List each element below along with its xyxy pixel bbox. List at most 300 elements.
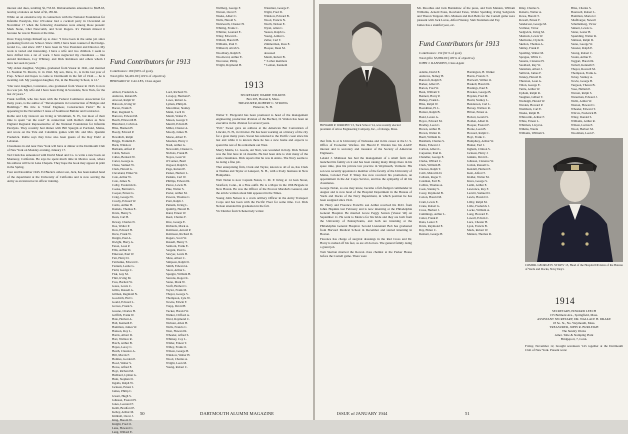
contributor-name: Henderson, Carl L. [467, 102, 491, 107]
contributor-name: Reed, Charles F. [166, 215, 187, 220]
contributor-name: Pierce, Lewis H. [166, 183, 187, 188]
contributor-name: Kelley, Arthur M. [112, 409, 134, 414]
contributor-name: Ward, Raymond C. [166, 316, 190, 321]
contributor-name: Lovejoy, Herman F. [166, 94, 191, 99]
contributor-name: Heath, Clarence A. [112, 349, 136, 353]
contributor-name: * 3 other members [264, 58, 288, 63]
contributor-name: Bancroft, Ralph E. [419, 78, 443, 83]
contributor-name: Bean, William T. [419, 90, 441, 95]
contributor-name: Hatch, Arthur B. [112, 340, 133, 345]
contributor-name: Turgeon, Theron B. [571, 82, 596, 87]
class-notes-column [417, 6, 515, 29]
contributor-name: Leavitt, Samuel D. [467, 191, 491, 196]
contributor-name: Taylor, Frank M. [166, 288, 187, 293]
contributor-name: Shaw, Albert C. [166, 255, 186, 260]
contributor-name: Crane, Robert G. [419, 203, 441, 208]
contributor-name: Perkins, Carl W. [166, 174, 187, 179]
contributor-name: Drew, Frank W. [112, 231, 132, 236]
contributor-name: Stone, Mark W. [166, 280, 186, 285]
contributor-name: Woodbury, Ralph E. [216, 50, 242, 55]
contributor-name: Daniels, Thomas E. [112, 207, 137, 212]
contributor-name: Hunt, Stephen D. [112, 377, 134, 382]
contributor-name: Briggs, Franklin E. [112, 138, 136, 143]
contributor-name: Young, Robert C. [166, 365, 188, 370]
contributor-name: Humphrey, Arthur W. [467, 138, 494, 143]
contributor-name: Mann, Cecil D. [166, 110, 186, 115]
class-secretary-address: Box 205, Boston 6, Mass. [246, 97, 280, 101]
contributor-name: Quimby, Harold B. [166, 207, 190, 212]
contributor-name: Hood, Walter S. [112, 361, 132, 366]
contributor-name: Rogers, Scott W. [166, 235, 187, 240]
contributor-name: Lord, Richard W. [166, 90, 188, 94]
page-number: 51 [465, 411, 470, 416]
paragraph: Walt Nolan is now Captain Nolan, C. M. P. living at 14 Jean Street, Stratford, Conn., in a Fine outfit. He is a Major in the 18th Brigade in New Haven. He was the Officer of the Provost Marshal's General, and the article written about him appeared in the Times. [216, 178, 308, 195]
contributor-name: Stone, George W. [571, 42, 593, 47]
contributor-name: Hooper, Everett F. [467, 122, 490, 127]
contributor-name: Flint, Irving M. [112, 276, 132, 281]
contributor-name: Barker, Albert E. [419, 82, 441, 87]
contributor-name: Winslow, Edward B. [264, 14, 290, 19]
contributor-name: Locke, William A. [467, 207, 490, 212]
contributor-name: Nash, Arthur G. [166, 142, 186, 147]
contributor-name: Dana, Lester F. [419, 219, 438, 224]
contributor-name: Tarbell, Kenneth F. [571, 62, 595, 67]
paragraph: Merry Moitle, Lt. Goode, Art Nutt, was wounded in Italy. Dick Nelson was the first here in 14 months. He had been able to visit many of the same classmates. Dick reports that he was in Anzio. The Navy seems to be doing a fine job. [216, 147, 308, 164]
contributor-name: Morse, Albert E. [166, 134, 187, 139]
contributor-name: Collins, Thomas A. [419, 183, 444, 188]
contributor-name: Zimmerman, Ross E. [264, 42, 291, 47]
contributor-name: Williams, Paul T. [216, 42, 238, 47]
portrait-photo-warden [319, 4, 411, 122]
paragraph: Young John Nelson is a crack artillery Officer in the Army Transport Corps and has been with the Pacific Fleet for some time. Col. Dick Nelson attended his graduation in the fall. [216, 195, 308, 208]
paragraph: Classmates in and near New York will have at dinner at the Dartmouth Club of New York on Monday evening, January 17. [7, 143, 105, 152]
contributor-name: Colby, Frederick K. [112, 183, 137, 188]
contributor-name: Keith, Bradford E. [112, 405, 136, 410]
contributor-name: Weeks, Albert C. [216, 14, 238, 19]
contributor-name: Young, Arthur L. [264, 34, 286, 39]
paragraph: "P.D." Sweet gave an address at the American Bar Convention of Lincoln, N. H., in October. He has been working on a history of the city for a great many years. Sweet has returned to the Pacific coast since his last and while it is known there he has a new home and expects to spend the rest of his retirement out West. [216, 126, 308, 147]
contributor-name: Ingham, Clinton S. [467, 146, 491, 151]
contributor-name: Dewey, Charles N. [112, 219, 136, 224]
contributor-name: Cleveland, Elmer W. [112, 170, 138, 175]
contributor-name: Kendall, Herbert E. [467, 167, 492, 172]
contributor-name: Russell, Henry T. [166, 239, 188, 244]
class-secretary-address: 155 Belmont Ave., Springfield, Mass. [549, 313, 599, 317]
contributor-name: Jackson, Harry J. [467, 150, 489, 155]
contributor-name: Dean, Carl B. [112, 215, 130, 220]
paragraph: that firm. Is at Is University of Nebraska and in his career at the U. S. Office of Economic Warfare. On Harold P. Warden has his AAUP interest and is secretary and treasurer of the Society of American Engineers. [320, 139, 412, 156]
left-page [0, 0, 313, 434]
contributor-name: Vose, Hallam P. [571, 86, 591, 91]
contributor-name: Tobey, Stanley A. [571, 74, 593, 79]
contributor-name: Bliss, Charles S. [571, 6, 592, 10]
contributor-name: Dow, Edward H. [112, 227, 133, 232]
contributor-name: Greene, Charles H. [112, 308, 136, 313]
contributor-name: Hunter, Earl J. [467, 142, 485, 147]
contributor-name: Hayden, Fred M. [467, 94, 489, 99]
contributor-name: Gates, Lewis C. [112, 284, 132, 289]
contributor-name: Wentworth, Chester H. [216, 22, 245, 27]
contributor-list [166, 90, 214, 369]
contributor-name: Cutter, Frank P. [419, 215, 439, 220]
contributor-name: Durgin, Paul A. [112, 235, 132, 240]
contributor-name: Tenney, Harold D. [519, 74, 542, 79]
contributor-name: Clark, Harold G. [112, 166, 133, 171]
contributor-name: Hill, Morris F. [112, 353, 130, 358]
contributor-name: Manion, Thomas R. [467, 231, 492, 236]
class-notes-column [216, 113, 308, 214]
paragraph: "My oldest daughter, Virginia, graduated from Vassar in 1941, and married Lt. Norman W. Morris, Jr. in 1942. My son, Dave, Jr., is in his last year of Prep. School and hopes to come to Dartmouth in the fall of 1944 — he is awaiting call. My youngest daughter, Pat, in the Brearley School, is 12." [7, 66, 105, 83]
contributor-name: Buell, William K. [419, 134, 441, 139]
contributor-name: Sanderson, George M. [519, 22, 547, 27]
contributor-name: Boardman, H. L. [419, 106, 440, 111]
contributor-name: James, Philip C. [112, 389, 133, 394]
contributor-name: Whittier, Leonard E. [216, 30, 242, 35]
contributor-name: Hoyt, Frank C. [467, 134, 486, 139]
left-text-column [7, 6, 105, 184]
contributor-name: Bennett, Harry P. [419, 94, 441, 99]
contributor-name: Pratt, Ralph J. [166, 199, 184, 204]
paragraph: Dave Trapp brings himself up to date: "I have been in the same job since graduating from Law School. Since 1928, I have been counsel of the Dodge-Grand Co., and since 1937 I have been its Vice President and Director. My work is varied and interesting. I have a wife and two children. I seem to have drifted into a rut of work. I have neglected my classmates — like Arnold Robinson, Coy Whitney, and Dick Robinson and others whom I have not seen in years." [7, 36, 105, 65]
paragraph: Four and December 1943. Ed Bucks's oldest son, Jack, has been named head of the department at the University of California and is now serving the Army as an instructor in officer training. [7, 170, 105, 183]
contributor-name: Moulton, Harry J. [166, 138, 189, 143]
contributor-name: Robinson, Arnold P. [166, 227, 191, 232]
contributor-name: Thayer, Roswell M. [571, 66, 596, 71]
contributor-name: Chase, Samuel W. [112, 162, 135, 167]
contributor-name: Long, Howard E. [467, 211, 489, 216]
contributor-name: deceased [264, 50, 276, 55]
contributor-name: Wiley, Edward L. [216, 34, 238, 39]
contributor-name: Howard, Ralph C. [467, 130, 490, 135]
contributor-name: Fairbanks, Edward C. [112, 259, 139, 264]
contributor-name: Boutwell, Robert L. [571, 10, 596, 15]
contributor-name: Nichols, Frank H. [166, 150, 189, 155]
fund-class-agent: BERNARD W. CALLES, Class Agent [110, 79, 161, 83]
paragraph: Mr. Moorhus and Jack Burtnshaw of the press, and Tom Manion, William Williams, Arnold Estes, Rowland Estes, Walter Spalding, Irving Sedgwick and Theron Turgeon. Mrs. Munson and Rob Belts for the Cornell game were pleasant with Jack Lucas, Alfred Wesley, Stub Stutzman and Fay. [417, 6, 515, 23]
contributor-name: Jewett, Hugh S. [112, 393, 132, 398]
contributor-name: West, Howard R. [166, 328, 188, 333]
contributor-name: Blanchard, Calvin A. [112, 122, 139, 127]
contributor-name: Worcester, Philip [216, 58, 238, 63]
contributor-name: Simpson, Ralph D. [166, 259, 190, 264]
contributor-name: Bacon, Frank E. [112, 106, 133, 111]
treasurer-address-line: Bridgeport, 7, Conn. [560, 337, 588, 341]
paragraph: James has a stuntful year, etc. [417, 23, 455, 28]
contributor-name: Abbott, Frederick A. [112, 90, 138, 94]
contributor-name: Cotton, Harold M. [419, 195, 442, 200]
contributor-name: Gibbs, Russell A. [112, 288, 134, 293]
contributor-name: Cabin, Nelson [112, 150, 130, 155]
contributor-name: Stutzman, Albert J. [519, 66, 543, 71]
contributor-name: Calles, Bernard W. [112, 154, 136, 159]
contributor-name: Woodward, Arthur E. [216, 54, 243, 59]
contributor-name: Tucker, Harold W. [166, 308, 189, 313]
contributor-name: Carlton, Albert L. [419, 146, 441, 151]
class-secretary: SECRETARY, WARDE WILKINS [240, 93, 286, 97]
contributor-name: Mason, George T. [166, 118, 189, 123]
contributor-name: Goodrich, Hal C. [112, 296, 134, 301]
contributor-name: Wilcox, Frederick H. [571, 111, 598, 116]
contributor-name: Hanson, Roy L. [112, 328, 132, 333]
contributor-name: Gilman, Reginald N. [112, 292, 138, 297]
contributor-name: Walker, Clifford A. [166, 312, 190, 317]
contributor-name: Harrington, H. Walker [467, 70, 495, 74]
contributor-name: Taggart, Harold R. [571, 58, 595, 63]
contributor-name: Snow, Arthur L. [166, 268, 186, 273]
contributor-name: Curtis, Arthur H. [112, 203, 133, 208]
contributor-name: Andrews, Sidney H. [419, 74, 445, 79]
contributor-name: Boody, Edward P. [112, 130, 135, 135]
contributor-name: Jordan, Russell G. [467, 163, 490, 168]
contributor-name: Slater, Lester H. [571, 30, 592, 35]
contributor-name: Stearns, Clarence H. [519, 58, 545, 63]
contributor-name: Fair, Harry D. [112, 255, 130, 260]
contributor-name: Wight, Fred D. [264, 10, 283, 15]
contributor-name: Trapp, David H. [166, 304, 187, 309]
contributor-name: Howe, Alfred E. [112, 365, 133, 370]
class-notes-column [525, 344, 623, 353]
contributor-name: Heald, Stanley L. [467, 98, 489, 103]
contributor-name: Lang, Willard E. [112, 429, 133, 434]
contributor-name: Skelton, Thomas A. [519, 42, 544, 47]
contributor-name: Tuttle, Arthur W. [519, 86, 541, 91]
contributor-list [571, 6, 625, 136]
assistant-secretary-address: 18 So. St., No. Weymouth, Mass. [552, 321, 596, 325]
contributor-name: Spurgin, William H. [166, 272, 192, 277]
contributor-name: Hastings, Paul E. [467, 86, 489, 91]
contributor-name: Streeter, Ralph E. [571, 46, 593, 51]
right-page [315, 0, 628, 420]
contributor-name: Sinnett, Lewis G. [571, 26, 593, 31]
contributor-name: Jones, Leonard F. [112, 401, 134, 406]
contributor-name: Yeaton, Ralph G. [264, 30, 286, 35]
contributor-name: Babcock, Irving W. [112, 102, 137, 107]
photo-caption: COMDR. GEORGE H. STILES '13, Head of the Hospital Division of the Bureau of Yards and Docks, Navy Dep't. [525, 263, 623, 271]
contributor-name: Sprague, Willis C. [519, 54, 542, 59]
contributor-name: Waterman, Edward J. [571, 95, 598, 100]
paragraph: "Our next daughter, Constance, also graduated from Vassar in 1943. Is now in a war job. My wife and I have been living in Scarsdale, New York, for the last 22 years." [7, 83, 105, 96]
contributor-name: Williams, William S. [519, 131, 545, 136]
contributor-name: Cole, Arthur W. [112, 174, 132, 179]
contributor-name: Foss, Bartlett W. [112, 280, 133, 285]
contributor-name: Thayer, George S. [166, 292, 189, 297]
assistant-secretary: ASSISTANT SECRETARY, DR. WALLACE H. DRAKE [537, 317, 611, 321]
contributor-name: Barton, Fred W. [419, 86, 439, 91]
contributor-name: Cross, Herbert J. [419, 207, 440, 212]
contributor-name: Harris, Albert D. [112, 332, 133, 337]
contributor-name: Lyman, Philip R. [166, 102, 188, 107]
contributor-name: Wright, Raymond H. [216, 62, 242, 67]
contributor-name: Wiley, Donald S. [571, 115, 593, 120]
contributor-name: Marsh, Robert B. [264, 54, 286, 59]
contributor-name: Rice, George E. [166, 219, 186, 224]
contributor-name: O'Connor, Basil [166, 158, 186, 163]
contributor-name: Farnum, Leslie G. [112, 264, 135, 269]
class-year-heading: 1914 [555, 296, 575, 306]
contributor-name: Libby, Ralph M. [467, 199, 488, 204]
class-treasurer-address: Hanover, N. H. [253, 105, 273, 109]
contributor-name: Upham, Ralph R. [519, 90, 541, 95]
contributor-name: Wallberg, George F. [216, 6, 241, 10]
contributor-name: White, Ernest L. [519, 119, 540, 124]
contributor-name: Warren, Ralph S. [571, 90, 593, 95]
contributor-name: Lamb, Arthur E. [467, 183, 488, 188]
contributor-name: Witherell, Alvah S. [216, 46, 240, 51]
treasurer-address-line: Amer. Tube & Stamping Plant [554, 333, 594, 337]
portrait-image [319, 4, 411, 122]
contributor-name: Burbank, Alfred P. [112, 146, 136, 151]
contributor-name: Wright, Leon M. [166, 361, 187, 366]
contributor-name: Osgood, Ralph S. [166, 162, 188, 167]
contributor-name: Burns, Edward J. [419, 142, 441, 147]
contributor-name: Holden, Albert R. [467, 118, 489, 123]
contributor-name: Hawkes, George B. [467, 90, 492, 95]
contributor-name: Atwood, Ralph W. [112, 98, 136, 103]
treasurer-address-line: The Sundry Works [562, 329, 586, 333]
contributor-name: Lyon, Francis B. [467, 223, 488, 228]
contributor-name: Webster, Allen H. [166, 320, 188, 325]
contributor-name: Doe, Walter P. [112, 223, 130, 228]
contributor-name: Clarke, Willard C. [419, 159, 442, 164]
contributor-name: Pike, Walter S. [166, 187, 185, 192]
contributor-name: King, Harold W. [112, 417, 133, 422]
contributor-name: Vaughan, Gilbert T. [519, 95, 544, 100]
contributor-name: Strong, Robert C. [571, 50, 593, 55]
fund-class-agent: JOHN J. RANSDEN, Class Agent [419, 61, 465, 65]
fund-contributors-title: Fund Contributors for 1913 [419, 40, 500, 48]
paragraph: George Nolan, as one may know, became a full-fledged commander in August and is now head of the Hospital Department in the Bureau of Yards and Docks of the Navy Department, in which position he has been assigned since 1941. [320, 185, 412, 203]
contributor-name: Brown, Walter R. [419, 130, 441, 135]
contributor-name: Hart, Wallace R. [112, 336, 133, 341]
class-secretary: SECRETARY, EDWARD LEECH [551, 309, 597, 313]
contributor-name: Stimson, Ralph D. [571, 38, 594, 43]
portrait-photo-stiles [525, 138, 623, 262]
contributor-name: Andrews, Roland B. [112, 94, 138, 99]
contributor-name: Schellenberg, Victor [571, 22, 597, 27]
contributor-name: Knight, Fred O. [112, 421, 132, 426]
contributor-name: Whitman, Lloyd A. [519, 123, 544, 128]
contributor-name: Sanborn, Frank E. [166, 243, 189, 248]
contributor-name: Crosby, Edward W. [112, 199, 137, 204]
contributor-name: Towle, George B. [571, 78, 593, 83]
contributor-name: Luce, Chester H. [467, 219, 488, 224]
contributor-name: Roberts, Walter A. [519, 10, 542, 15]
contributor-name: Barrows, Edward M. [112, 114, 138, 119]
contributor-name: Coleman, Earl B. [419, 179, 441, 184]
contributor-name: Hobart, Gerald S. [467, 114, 489, 119]
contributor-name: Bliss, Hannon H. [112, 126, 134, 131]
contributor-name: Bowditch, Ralph [112, 134, 133, 139]
contributor-name: Rand, Ernest W. [166, 211, 187, 216]
contributor-name: Burnham, Charles S. [419, 138, 445, 143]
contributor-name: Kidder, Walter M. [467, 175, 490, 180]
contributor-name: Williams, Arthur R. [571, 119, 596, 124]
contributor-name: Kent, Alfred T. [467, 171, 486, 176]
contributor-name: Chandler, George E. [419, 154, 445, 159]
contributor-list [519, 6, 569, 136]
fund-contributors-count: Contributors: 169 (90% of goal), [110, 69, 154, 73]
paragraph: Tom Skelton married the Rowan class chemist at the Parker House before the Cornell game. There were [320, 250, 412, 259]
contributor-name: Barr, Reginald S. [112, 110, 134, 115]
contributor-name: Stoddard, Ray W. [519, 62, 541, 67]
contributor-name: Boyce, Edward M. [419, 118, 443, 123]
contributor-name: Warren, Oscar F. [216, 10, 237, 15]
contributor-name: Lewis, Harold O. [467, 195, 489, 200]
contributor-name: Hoyt, Richard M. [112, 369, 134, 374]
contributor-name: Zeller, Carl T. [264, 38, 282, 43]
contributor-name: Hamilton, James W. [112, 324, 137, 329]
contributor-name: Wilkins, Warde [519, 127, 539, 132]
contributor-name: Colburn, Roger T. [419, 175, 442, 180]
contributor-name: Cooper, Ernest G. [112, 191, 135, 196]
page-number: 50 [140, 411, 145, 416]
contributor-name: Willey, Frank O. [166, 344, 187, 349]
contributor-name: Newcomb, Chester L. [166, 146, 194, 151]
contributor-name: Emerson, Paul W. [112, 251, 135, 256]
fund-total-gifts: Total gifts: $4,491.00 (119% of objective) [110, 74, 166, 78]
contributor-name: Marsh, Walter E. [166, 114, 188, 119]
contributor-name: Warden, Howard P. [519, 103, 543, 108]
contributor-name: Whitney, Coy L. [166, 336, 187, 341]
contributor-name: Bolster, Ralph B. [419, 110, 441, 115]
contributor-list [216, 6, 262, 67]
paragraph: Walter T. Fitzgerald has been promoted to head of the management engineering production division of the Bechtel, II. Walton has been an executive in the division for several years. [216, 113, 308, 126]
contributor-name: Sedgwick, Irving M. [519, 30, 545, 35]
contributor-name: Scribner, Victor [519, 26, 539, 31]
contributor-name: Corey, Raymond B. [419, 191, 444, 196]
contributor-name: Cummings, Arthur L. [419, 211, 446, 216]
contributor-name: Fisk, Guy M. [112, 272, 129, 277]
contributor-name: Moody, James H. [166, 130, 188, 135]
paragraph: Rollie and Lily Linscott are living at Wrentham, N. H., but most of their time is spent "on the road" in connection with Rollie's duties as New England Regional Representative of the National Foundation for Infantile Paralysis. They recently had dinner with Bill Spurgin at Portland, Maine, and wrote on the Yale and Columbia games with Mr. and Mrs. Quentin Frederick. Rollie says they have also been guests of the Ray Ends' at Lebanon. [7, 114, 105, 143]
portrait-image [525, 138, 623, 262]
contributor-name: Jenkins, David L. [467, 154, 489, 159]
contributor-name: Rowell, Ernest F. [519, 18, 541, 23]
paragraph: Dr. Harry and Florence French's son Arthur received his M.D. from Johns Hopkins last February and is now interning at the Philadelphia General Hospital. He married Grace Peggy Sexton (Vassar '40) on September 11. He went to Mexico for his bride and they are both from the University of Pennsylvania, and both are interning at the Philadelphia General Hospital. Second Lieutenant Bob has graduated from Harvard Medical School in December and started interning in Boston. [320, 203, 412, 236]
class-notes-column [320, 139, 412, 259]
contributor-name: Holmes, Gordon P. [112, 357, 136, 362]
contributor-name: Swain, Arthur E. [571, 54, 592, 59]
contributor-name: Weston, Howard C. [571, 103, 596, 108]
contributor-name: Sherburne, Clyde R. [519, 38, 545, 43]
paragraph: interest and dues, totalling $1,733.63. Disbursements amounted to $928.63, leaving a balance on hand of $1,185.66. [7, 6, 105, 15]
paragraph: Frank Griffith, who has been with the Federal Commerce Association for many years, is the author of "Developments in Construction of Bridges and Buildings." His title is "Chief Engineer, Construction Field." He is appearing in the November 5 issue of Southwest Builder and Contractor. [7, 96, 105, 114]
photo-caption: HOWARD P. WARDEN '13, Tuck School '14, was recently elected president of Alcoa Engineering Company, Inc., of Orange, Mass. [320, 123, 401, 131]
contributor-name: Johnson, Clarence W. [467, 159, 494, 164]
contributor-name: Rowe, Harold T. [519, 14, 540, 19]
contributor-name: Thompson, Frank A. [571, 70, 597, 75]
contributor-name: Cram, Lewis E. [419, 199, 439, 204]
contributor-name: Jackson, Ernest J. [112, 385, 134, 390]
paragraph: Friday, November 12, brought seventeen '14's together at the Dartmouth Club of New York. Present were: [525, 344, 623, 353]
paragraph: Ted Clark has announced with David Mead and Co. to write a new book on Monterey, California. He says he spent much time in Mexico soon, where his address will be in Lake Chapala. They hope the book may appear in print in the Spring. [7, 153, 105, 170]
contributor-name: Hooper, Dean M. [264, 46, 286, 51]
contributor-name: Sargent, Paul G. [166, 247, 187, 252]
contributor-name: Swift, Herbert C. [166, 284, 188, 289]
contributor-name: Smiley, Frank P. [519, 46, 540, 51]
contributor-name: Cooke, Bertram L. [112, 187, 136, 192]
contributor-name: Shaftbarger, Newell [571, 18, 596, 23]
contributor-name: Bliss, Ralph W. [419, 102, 439, 107]
class-year-heading: 1913 [244, 80, 264, 90]
contributor-name: Wyatt, Allen C. [264, 26, 284, 31]
contributor-name: Thurston, Leon A. [519, 78, 542, 83]
contributor-name: Powers, Thomas C. [166, 195, 191, 200]
contributor-name: Haskell, Harold R. [467, 82, 491, 87]
contributor-name: Sawyer, Lewis B. [166, 251, 188, 256]
contributor-name: Harris, Francis T. [467, 74, 489, 79]
contributor-name: Worth, Nelson E. [264, 22, 286, 27]
